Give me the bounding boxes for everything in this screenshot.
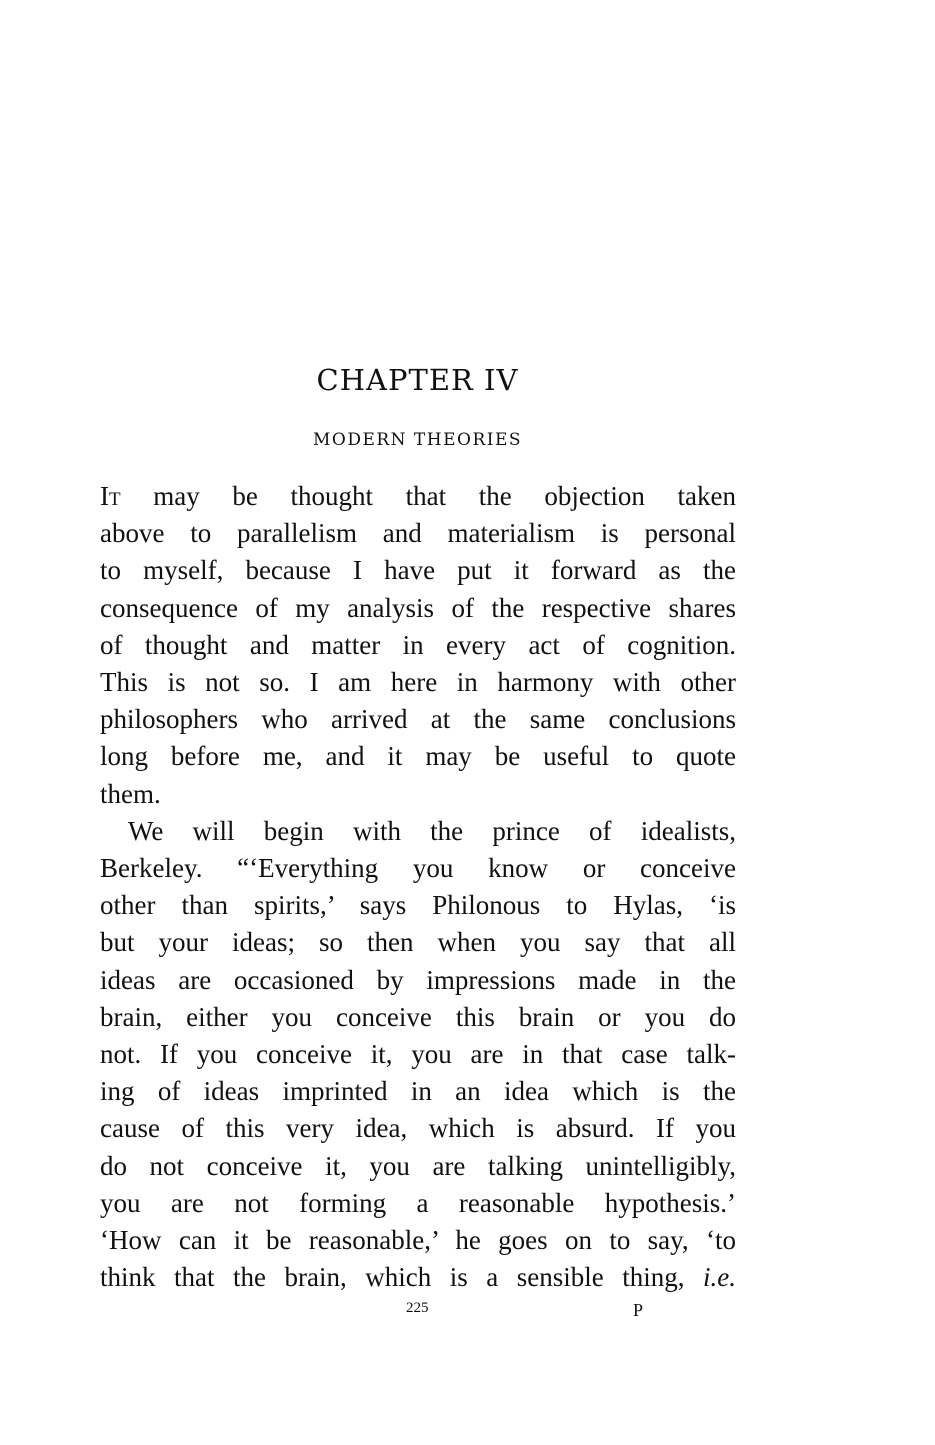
chapter-title: CHAPTER IV — [316, 363, 519, 397]
text-line: ideas are occasioned by impressions made in the — [100, 964, 736, 995]
text-line: you are not forming a reasonable hypothesis.’ — [100, 1187, 736, 1218]
signature-mark: P — [633, 1300, 644, 1320]
body-text — [100, 478, 736, 1296]
text-line: think that the brain, which is a sensible thing, i.e. — [100, 1262, 737, 1293]
text-line: not. If you conceive it, you are in that case talk- — [100, 1039, 736, 1070]
text-line: Berkeley. “‘Everything you know or conceive — [100, 853, 736, 884]
text-line: do not conceive it, you are talking unintelligibly, — [100, 1150, 736, 1181]
text-line: ing of ideas imprinted in an idea which is the — [100, 1076, 736, 1107]
text-line: but your ideas; so then when you say that all — [100, 927, 736, 958]
text-line: ‘How can it be reasonable,’ he goes on to say, ‘to — [100, 1225, 736, 1256]
opening-word: It — [100, 481, 121, 511]
text-line: them. — [100, 778, 161, 809]
chapter-subtitle: MODERN THEORIES — [312, 430, 523, 450]
text-line: above to parallelism and materialism is personal — [100, 518, 736, 549]
page-footer — [100, 1300, 736, 1326]
text-line: cause of this very idea, which is absurd. If you — [100, 1113, 736, 1144]
text-line: We will begin with the prince of idealists, — [128, 815, 736, 846]
text-line: long before me, and it may be useful to quote — [100, 741, 736, 772]
italic-abbreviation: i.e. — [703, 1262, 737, 1293]
text-line: of thought and matter in every act of cognition. — [100, 629, 736, 660]
text-line: It may be thought that the objection taken — [100, 481, 736, 511]
text-line: brain, either you conceive this brain or you do — [100, 1001, 736, 1032]
text-line: consequence of my analysis of the respective shares — [100, 592, 736, 623]
page-number: 225 — [406, 1300, 429, 1316]
text-line: This is not so. I am here in harmony with other — [100, 667, 736, 698]
text-line: other than spirits,’ says Philonous to Hylas, ‘is — [100, 890, 736, 921]
text-line: to myself, because I have put it forward as the — [100, 555, 736, 586]
text-line: philosophers who arrived at the same conclusions — [100, 704, 736, 735]
